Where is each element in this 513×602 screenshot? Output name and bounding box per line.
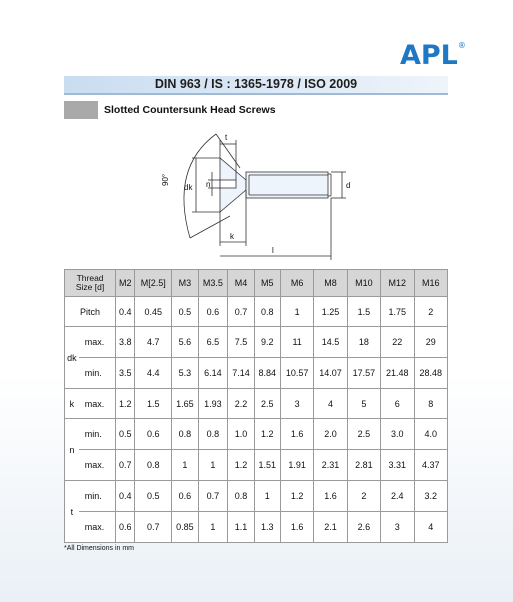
- cell: 4: [414, 512, 448, 543]
- pitch-row: [65, 297, 448, 327]
- cell: 1.65: [172, 389, 198, 419]
- cell: 17.57: [347, 358, 380, 389]
- size-header: M2: [116, 270, 135, 297]
- cell: 0.7: [228, 297, 254, 327]
- cell: 7.5: [228, 327, 254, 358]
- cell: 0.85: [172, 512, 198, 543]
- cell: 1.2: [228, 450, 254, 481]
- size-header: M3.5: [198, 270, 228, 297]
- cell: 0.8: [172, 419, 198, 450]
- cell: 1.0: [228, 419, 254, 450]
- cell: 1.75: [381, 297, 414, 327]
- cell: 0.5: [172, 297, 198, 327]
- size-header: M16: [414, 270, 448, 297]
- thread-size-header: Thread Size [d]: [65, 270, 116, 297]
- cell: 2: [414, 297, 448, 327]
- cell: 5: [347, 389, 380, 419]
- size-header: M6: [280, 270, 313, 297]
- cell: 21.48: [381, 358, 414, 389]
- cell: 1: [198, 450, 228, 481]
- section-title: Slotted Countersunk Head Screws: [104, 104, 276, 116]
- apl-logo: APL®: [400, 40, 466, 71]
- cell: 0.8: [135, 450, 172, 481]
- cell: 1: [172, 450, 198, 481]
- cell: 4.37: [414, 450, 448, 481]
- cell: 1.91: [280, 450, 313, 481]
- cell: 2.2: [228, 389, 254, 419]
- cell: 3.5: [116, 358, 135, 389]
- row-sublabel: max.: [79, 389, 116, 419]
- section-swatch: [64, 101, 98, 119]
- row-sublabel: min.: [79, 358, 116, 389]
- cell: 0.6: [172, 481, 198, 512]
- cell: 18: [347, 327, 380, 358]
- cell: 5.6: [172, 327, 198, 358]
- section-header: [64, 101, 448, 119]
- t-max-row: [65, 512, 448, 543]
- dk-min-row: [65, 358, 448, 389]
- label-angle: 90°: [161, 173, 170, 186]
- cell: 1.51: [254, 450, 280, 481]
- screw-shank: [246, 172, 328, 198]
- cell: 0.8: [254, 297, 280, 327]
- cell: 9.2: [254, 327, 280, 358]
- cell: 5.3: [172, 358, 198, 389]
- cell: 0.8: [228, 481, 254, 512]
- cell: 0.4: [116, 481, 135, 512]
- k-max-row: [65, 389, 448, 419]
- cell: 1: [280, 297, 313, 327]
- cell: 1.25: [314, 297, 347, 327]
- cell: 0.6: [116, 512, 135, 543]
- cell: 1.1: [228, 512, 254, 543]
- cell: 4.7: [135, 327, 172, 358]
- label-t: t: [225, 133, 228, 142]
- label-dk: dk: [184, 183, 193, 192]
- cell: 6.14: [198, 358, 228, 389]
- cell: 6: [381, 389, 414, 419]
- cell: 0.4: [116, 297, 135, 327]
- row-group-label: t: [65, 481, 79, 543]
- size-header: M[2.5]: [135, 270, 172, 297]
- cell: 2.5: [254, 389, 280, 419]
- n-max-row: [65, 450, 448, 481]
- row-sublabel: min.: [79, 419, 116, 450]
- row-group-label: n: [65, 419, 79, 481]
- cell: 1.6: [280, 512, 313, 543]
- size-header: M4: [228, 270, 254, 297]
- cell: 0.45: [135, 297, 172, 327]
- size-header: M3: [172, 270, 198, 297]
- row-group-label: dk: [65, 327, 79, 389]
- cell: 1.6: [314, 481, 347, 512]
- cell: 0.6: [198, 297, 228, 327]
- cell: 0.7: [198, 481, 228, 512]
- size-header: M5: [254, 270, 280, 297]
- cell: 0.7: [135, 512, 172, 543]
- cell: 4: [314, 389, 347, 419]
- cell: 3.8: [116, 327, 135, 358]
- cell: 8: [414, 389, 448, 419]
- cell: 0.5: [116, 419, 135, 450]
- n-min-row: [65, 419, 448, 450]
- cell: 1: [254, 481, 280, 512]
- cell: 0.6: [135, 419, 172, 450]
- label-k: k: [230, 232, 234, 241]
- cell: 2.0: [314, 419, 347, 450]
- size-header: M8: [314, 270, 347, 297]
- cell: 29: [414, 327, 448, 358]
- cell: 1.2: [254, 419, 280, 450]
- cell: 2.31: [314, 450, 347, 481]
- cell: 2.81: [347, 450, 380, 481]
- footnote: *All Dimensions in mm: [64, 545, 135, 552]
- cell: 1.2: [116, 389, 135, 419]
- cell: 0.8: [198, 419, 228, 450]
- cell: 3.2: [414, 481, 448, 512]
- cell: 14.07: [314, 358, 347, 389]
- row-label: Pitch: [65, 297, 116, 327]
- label-l: l: [272, 246, 274, 255]
- cell: 0.7: [116, 450, 135, 481]
- cell: 1.5: [347, 297, 380, 327]
- standard-title-bar: [64, 76, 448, 95]
- row-group-label: k: [65, 389, 79, 419]
- cell: 22: [381, 327, 414, 358]
- cell: 28.48: [414, 358, 448, 389]
- cell: 4.0: [414, 419, 448, 450]
- cell: 2.5: [347, 419, 380, 450]
- cell: 14.5: [314, 327, 347, 358]
- cell: 1.3: [254, 512, 280, 543]
- t-min-row: [65, 481, 448, 512]
- cell: 1.93: [198, 389, 228, 419]
- screw-diagram: [150, 128, 370, 264]
- row-sublabel: min.: [79, 481, 116, 512]
- size-header: M12: [381, 270, 414, 297]
- cell: 11: [280, 327, 313, 358]
- cell: 2.6: [347, 512, 380, 543]
- label-n: n: [206, 180, 211, 189]
- cell: 2.4: [381, 481, 414, 512]
- cell: 8.84: [254, 358, 280, 389]
- cell: 4.4: [135, 358, 172, 389]
- cell: 3: [280, 389, 313, 419]
- cell: 6.5: [198, 327, 228, 358]
- dk-max-row: [65, 327, 448, 358]
- cell: 1.6: [280, 419, 313, 450]
- standard-title: DIN 963 / IS : 1365-1978 / ISO 2009: [154, 77, 358, 91]
- cell: 7.14: [228, 358, 254, 389]
- row-sublabel: max.: [79, 327, 116, 358]
- row-sublabel: max.: [79, 450, 116, 481]
- cell: 3.31: [381, 450, 414, 481]
- row-sublabel: max.: [79, 512, 116, 543]
- dimension-table: [64, 269, 448, 543]
- cell: 1.2: [280, 481, 313, 512]
- cell: 0.5: [135, 481, 172, 512]
- cell: 3.0: [381, 419, 414, 450]
- screw-slot: [220, 180, 236, 188]
- label-d: d: [346, 181, 351, 190]
- size-header: M10: [347, 270, 380, 297]
- cell: 2: [347, 481, 380, 512]
- cell: 10.57: [280, 358, 313, 389]
- cell: 3: [381, 512, 414, 543]
- cell: 1.5: [135, 389, 172, 419]
- cell: 1: [198, 512, 228, 543]
- cell: 2.1: [314, 512, 347, 543]
- header-row: [65, 270, 448, 297]
